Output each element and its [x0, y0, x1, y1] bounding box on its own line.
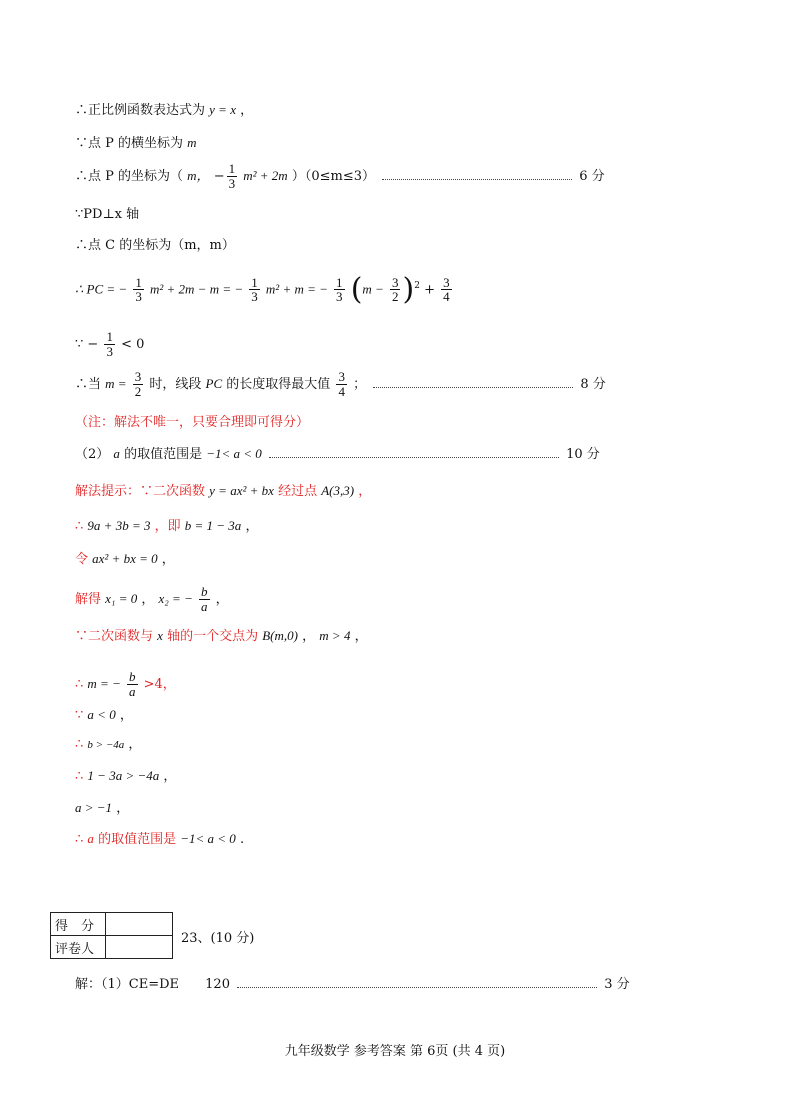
hint-line-9: ∴ 1 − 3a > −4a ， — [75, 768, 177, 784]
fraction: $\frac{1}{3}$ — [228, 161, 236, 191]
leader-dots — [237, 986, 597, 988]
fraction: $\frac{3}{4}$ — [443, 274, 450, 305]
grade-table — [50, 912, 173, 959]
question-23-title: 23、(10 分) — [181, 931, 255, 946]
score-mark: 6 分 — [579, 168, 605, 184]
part-2-answer-line: （2） a 的取值范围是 −1< a < 0 10 分 — [75, 446, 600, 462]
hint-line-7: ∵ a < 0 ， — [75, 707, 133, 723]
negative-third-line: ∵ − $\frac{1}{3}$ < 0 — [75, 329, 145, 359]
hint-line-5: ∵二次函数与 x 轴的一个交点为 B(m,0) ， m > 4 ， — [75, 628, 368, 644]
score-mark: 3 分 — [604, 977, 630, 992]
hint-line-1: 解法提示：∵二次函数 y = ax² + bx 经过点 A(3,3) ， — [75, 483, 372, 499]
conclusion-line-proportional: ∴正比例函数表达式为 y = x ， — [75, 102, 254, 118]
grader-cell[interactable] — [106, 936, 173, 959]
fraction: $\frac{b}{a}$ — [201, 584, 208, 614]
fraction: $\frac{3}{4}$ — [338, 369, 345, 399]
hint-line-6: ∴ m = − $\frac{b}{a}$ >4， — [75, 669, 176, 699]
hint-line-2: ∴ 9a + 3b = 3 ，即 b = 1 − 3a ， — [75, 518, 259, 534]
leader-dots — [373, 386, 573, 388]
fraction: $\frac{b}{a}$ — [129, 669, 136, 699]
leader-dots — [269, 456, 559, 458]
fraction: $\frac{1}{3}$ — [336, 274, 343, 305]
grader-label: 评卷人 — [51, 936, 106, 959]
expr-y-eq-x: y = x — [209, 102, 236, 117]
hint-line-10: a > −1 ， — [75, 800, 130, 816]
point-p-x-line: ∵点 P 的横坐标为 m — [75, 135, 197, 151]
fraction: $\frac{1}{3}$ — [106, 329, 113, 359]
hint-line-11: ∴ a 的取值范围是 −1< a < 0 . — [75, 831, 245, 847]
score-mark: 10 分 — [566, 447, 600, 462]
score-label: 得 分 — [51, 913, 106, 936]
fraction: $\frac{1}{3}$ — [135, 274, 142, 305]
pd-perp-line: ∵PD⊥x 轴 — [75, 207, 140, 222]
fraction: $\frac{3}{2}$ — [391, 274, 399, 305]
point-c-coord-line: ∴点 C 的坐标为（m，m） — [75, 238, 235, 253]
max-value-line: ∴当 m = $\frac{3}{2}$ 时，线段 PC 的长度取得最大值 $\frac{3}{4}$ ； 8 分 — [75, 369, 606, 399]
fraction: $\frac{1}{3}$ — [251, 274, 258, 305]
question-23-answer: 解：（1）CE=DE 120 3 分 — [75, 977, 630, 992]
point-p-coord-line: ∴点 P 的坐标为（ m， − $\frac{1}{3}$ m² + 2m ）（0≤m≤3） 6 分 — [75, 161, 605, 191]
note-line: （注：解法不唯一，只要合理即可得分） — [75, 415, 310, 430]
hint-line-8: ∴ b > −4a ， — [75, 737, 142, 752]
page-footer: 九年级数学 参考答案 第 6页 (共 4 页) — [284, 1044, 506, 1059]
hint-line-3: 令 ax² + bx = 0 ， — [75, 551, 175, 567]
score-cell[interactable] — [106, 913, 173, 936]
pc-expression-line: ∴ PC = − $\frac{1}{3}$ m² + 2m − m = − $\frac{1}{3}$ m² + m = − $\frac{1}{3}$ (m − $\frac{3}{2}$ )$^2$ + $\frac{3}{4}$ — [75, 272, 450, 307]
score-mark: 8 分 — [580, 376, 606, 392]
hint-line-4: 解得 x₁ = 0 ， x₂ = − $\frac{b}{a}$ ， — [75, 584, 229, 614]
leader-dots — [382, 178, 572, 180]
fraction: $\frac{3}{2}$ — [134, 369, 142, 399]
